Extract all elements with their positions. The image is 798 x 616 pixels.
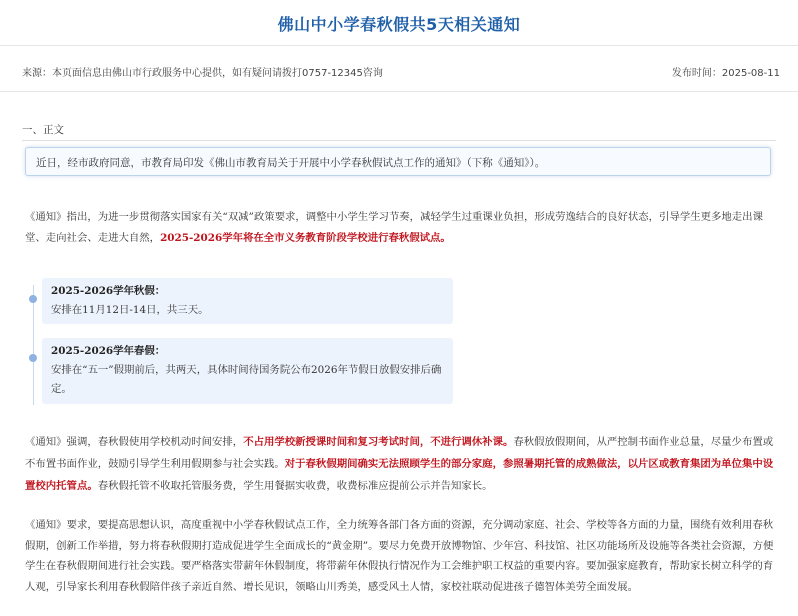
paragraph-2 [25,431,775,497]
paragraph-3 [25,515,775,597]
paragraph-3-text: 《通知》要求，要提高思想认识，高度重视中小学春秋假试点工作，全力统筹各部门各方面的资源，充分调动家庭、社会、学校等各方面的力量，围绕有效利用春秋假期，创新工作举措，努力将春秋假期打造成促进学生全面成长的“黄金期”。要尽力免费开放博物馆、少年宫、科技馆、社区功能场所及设施等各类社会资源，方便学生在春秋假期间进行社会实践。要严格落实带薪年休假制度，将带薪年休假执行情况作为工会维护职工权益的重要内容。要加强家庭教育，帮助家长树立科学的育人观，引导家长利用春秋假陪伴孩子亲近自然、增长见识，领略山川秀美，感受风土人情，家校社联动促进孩子德智体美劳全面发展。 [25,519,774,593]
article-title: 佛山中小学春秋假共5天相关通知 [277,15,521,34]
paragraph-1-text: 《通知》指出，为进一步贯彻落实国家有关“双减”政策要求，调整中小学生学习节奏，减轻学生过重课业负担，形成劳逸结合的良好状态，引导学生更多地走出课堂、走向社会、走进大自然， [25,211,763,244]
intro-text: 近日，经市政府同意，市教育局印发《佛山市教育局关于开展中小学春秋假试点工作的通知》（下称《通知》）。 [36,157,546,169]
paragraph-1 [25,207,775,249]
timeline-line [33,285,34,405]
section-heading: 一、正文 [22,124,64,136]
intro-box [25,147,771,176]
timeline-card-text: 安排在“五一”假期前后，共两天，具体时间待国务院公布2026年节假日放假安排后确定。 [51,364,442,395]
section-divider [22,140,776,141]
timeline-card-spring [42,338,453,404]
timeline-card-text: 安排在11月12日-14日，共三天。 [51,304,209,316]
paragraph-2-highlight: 不占用学校新授课时间和复习考试时间，不进行调休补课。 [243,436,514,448]
paragraph-1-highlight: 2025-2026学年将在全市义务教育阶段学校进行春秋假试点。 [160,232,451,244]
title-divider [0,45,798,46]
timeline-card-autumn [42,278,453,324]
paragraph-2-text: 春秋假放假期间，从严控制书面作业总量，尽量少布置或不布置书面作业，鼓励引导学生利用假期参与社会实践。 [25,436,774,470]
paragraph-2-text: 春秋假托管不收取托管服务费，学生用餐据实收费，收费标准应提前公示并告知家长。 [97,480,493,492]
timeline-dot [29,295,37,303]
paragraph-2-text: 《通知》强调，春秋假使用学校机动时间安排， [25,436,244,448]
timeline-dot [29,354,37,362]
publish-date: 发布时间：2025-08-11 [671,68,780,79]
paragraph-2-highlight: 对于春秋假期间确实无法照顾学生的部分家庭，参照暑期托管的成熟做法，以片区或教育集团为单位集中设置校内托管点。 [25,458,774,492]
timeline-card-title: 2025-2026学年秋假： [51,285,166,297]
timeline-card-title: 2025-2026学年春假： [51,345,166,357]
source-info: 来源：本页面信息由佛山市行政服务中心提供，如有疑问请拨打0757-12345咨询 [22,68,383,79]
meta-divider [0,91,798,92]
